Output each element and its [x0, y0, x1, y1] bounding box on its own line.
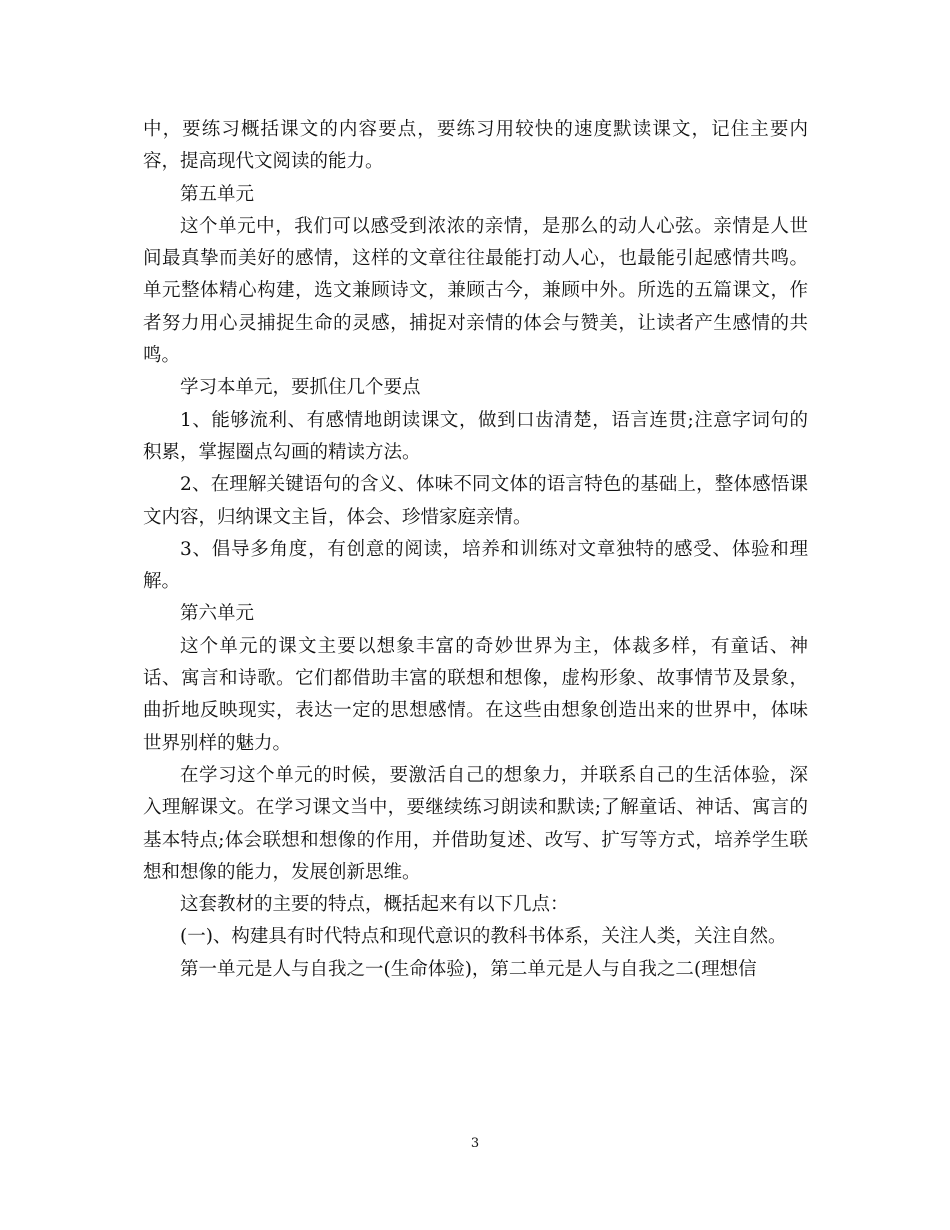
section-heading-unit-6: 第六单元 [180, 603, 255, 625]
paragraph: 这个单元的课文主要以想象丰富的奇妙世界为主，体裁多样，有童话、神话、寓言和诗歌。它们都借助丰富的联想和想像，虚构形象、故事情节及景象，曲折地反映现实，表达一定的思想感情。在这些由想象创造出来的世界中，体味世界别样的魅力。 [143, 635, 808, 754]
list-item: 3、倡导多角度，有创意的阅读，培养和训练对文章独特的感受、体验和理解。 [143, 538, 808, 593]
paragraph: 第一单元是人与自我之一(生命体验)，第二单元是人与自我之二(理想信 [180, 958, 757, 980]
list-item: 1、能够流利、有感情地朗读课文，做到口齿清楚，语言连贯;注意字词句的积累，掌握圈点勾画的精读方法。 [143, 409, 808, 463]
paragraph: 这套教材的主要的特点，概括起来有以下几点： [180, 894, 569, 916]
paragraph: (一)、构建具有时代特点和现代意识的教科书体系，关注人类，关注自然。 [180, 926, 787, 948]
page-body [143, 114, 808, 986]
section-heading-unit-5: 第五单元 [180, 183, 255, 205]
paragraph: 在学习这个单元的时候，要激活自己的想象力，并联系自己的生活体验，深入理解课文。在学习课文当中，要继续练习朗读和默读;了解童话、神话、寓言的基本特点;体会联想和想像的作用，并借助复述、改写、扩写等方式，培养学生联想和想像的能力，发展创新思维。 [143, 764, 808, 883]
page-number: 3 [470, 1136, 480, 1151]
list-item: 2、在理解关键语句的含义、体味不同文体的语言特色的基础上，整体感悟课文内容，归纳课文主旨，体会、珍惜家庭亲情。 [143, 474, 808, 528]
paragraph: 学习本单元，要抓住几个要点 [180, 377, 421, 399]
paragraph-continuation: 中，要练习概括课文的内容要点，要练习用较快的速度默读课文，记住主要内容，提高现代文阅读的能力。 [143, 119, 808, 173]
paragraph: 这个单元中，我们可以感受到浓浓的亲情，是那么的动人心弦。亲情是人世间最真挚而美好的感情，这样的文章往往最能打动人心，也最能引起感情共鸣。单元整体精心构建，选文兼顾诗文，兼顾古今，兼顾中外。所选的五篇课文，作者努力用心灵捕捉生命的灵感，捕捉对亲情的体会与赞美，让读者产生感情的共鸣。 [143, 215, 808, 367]
